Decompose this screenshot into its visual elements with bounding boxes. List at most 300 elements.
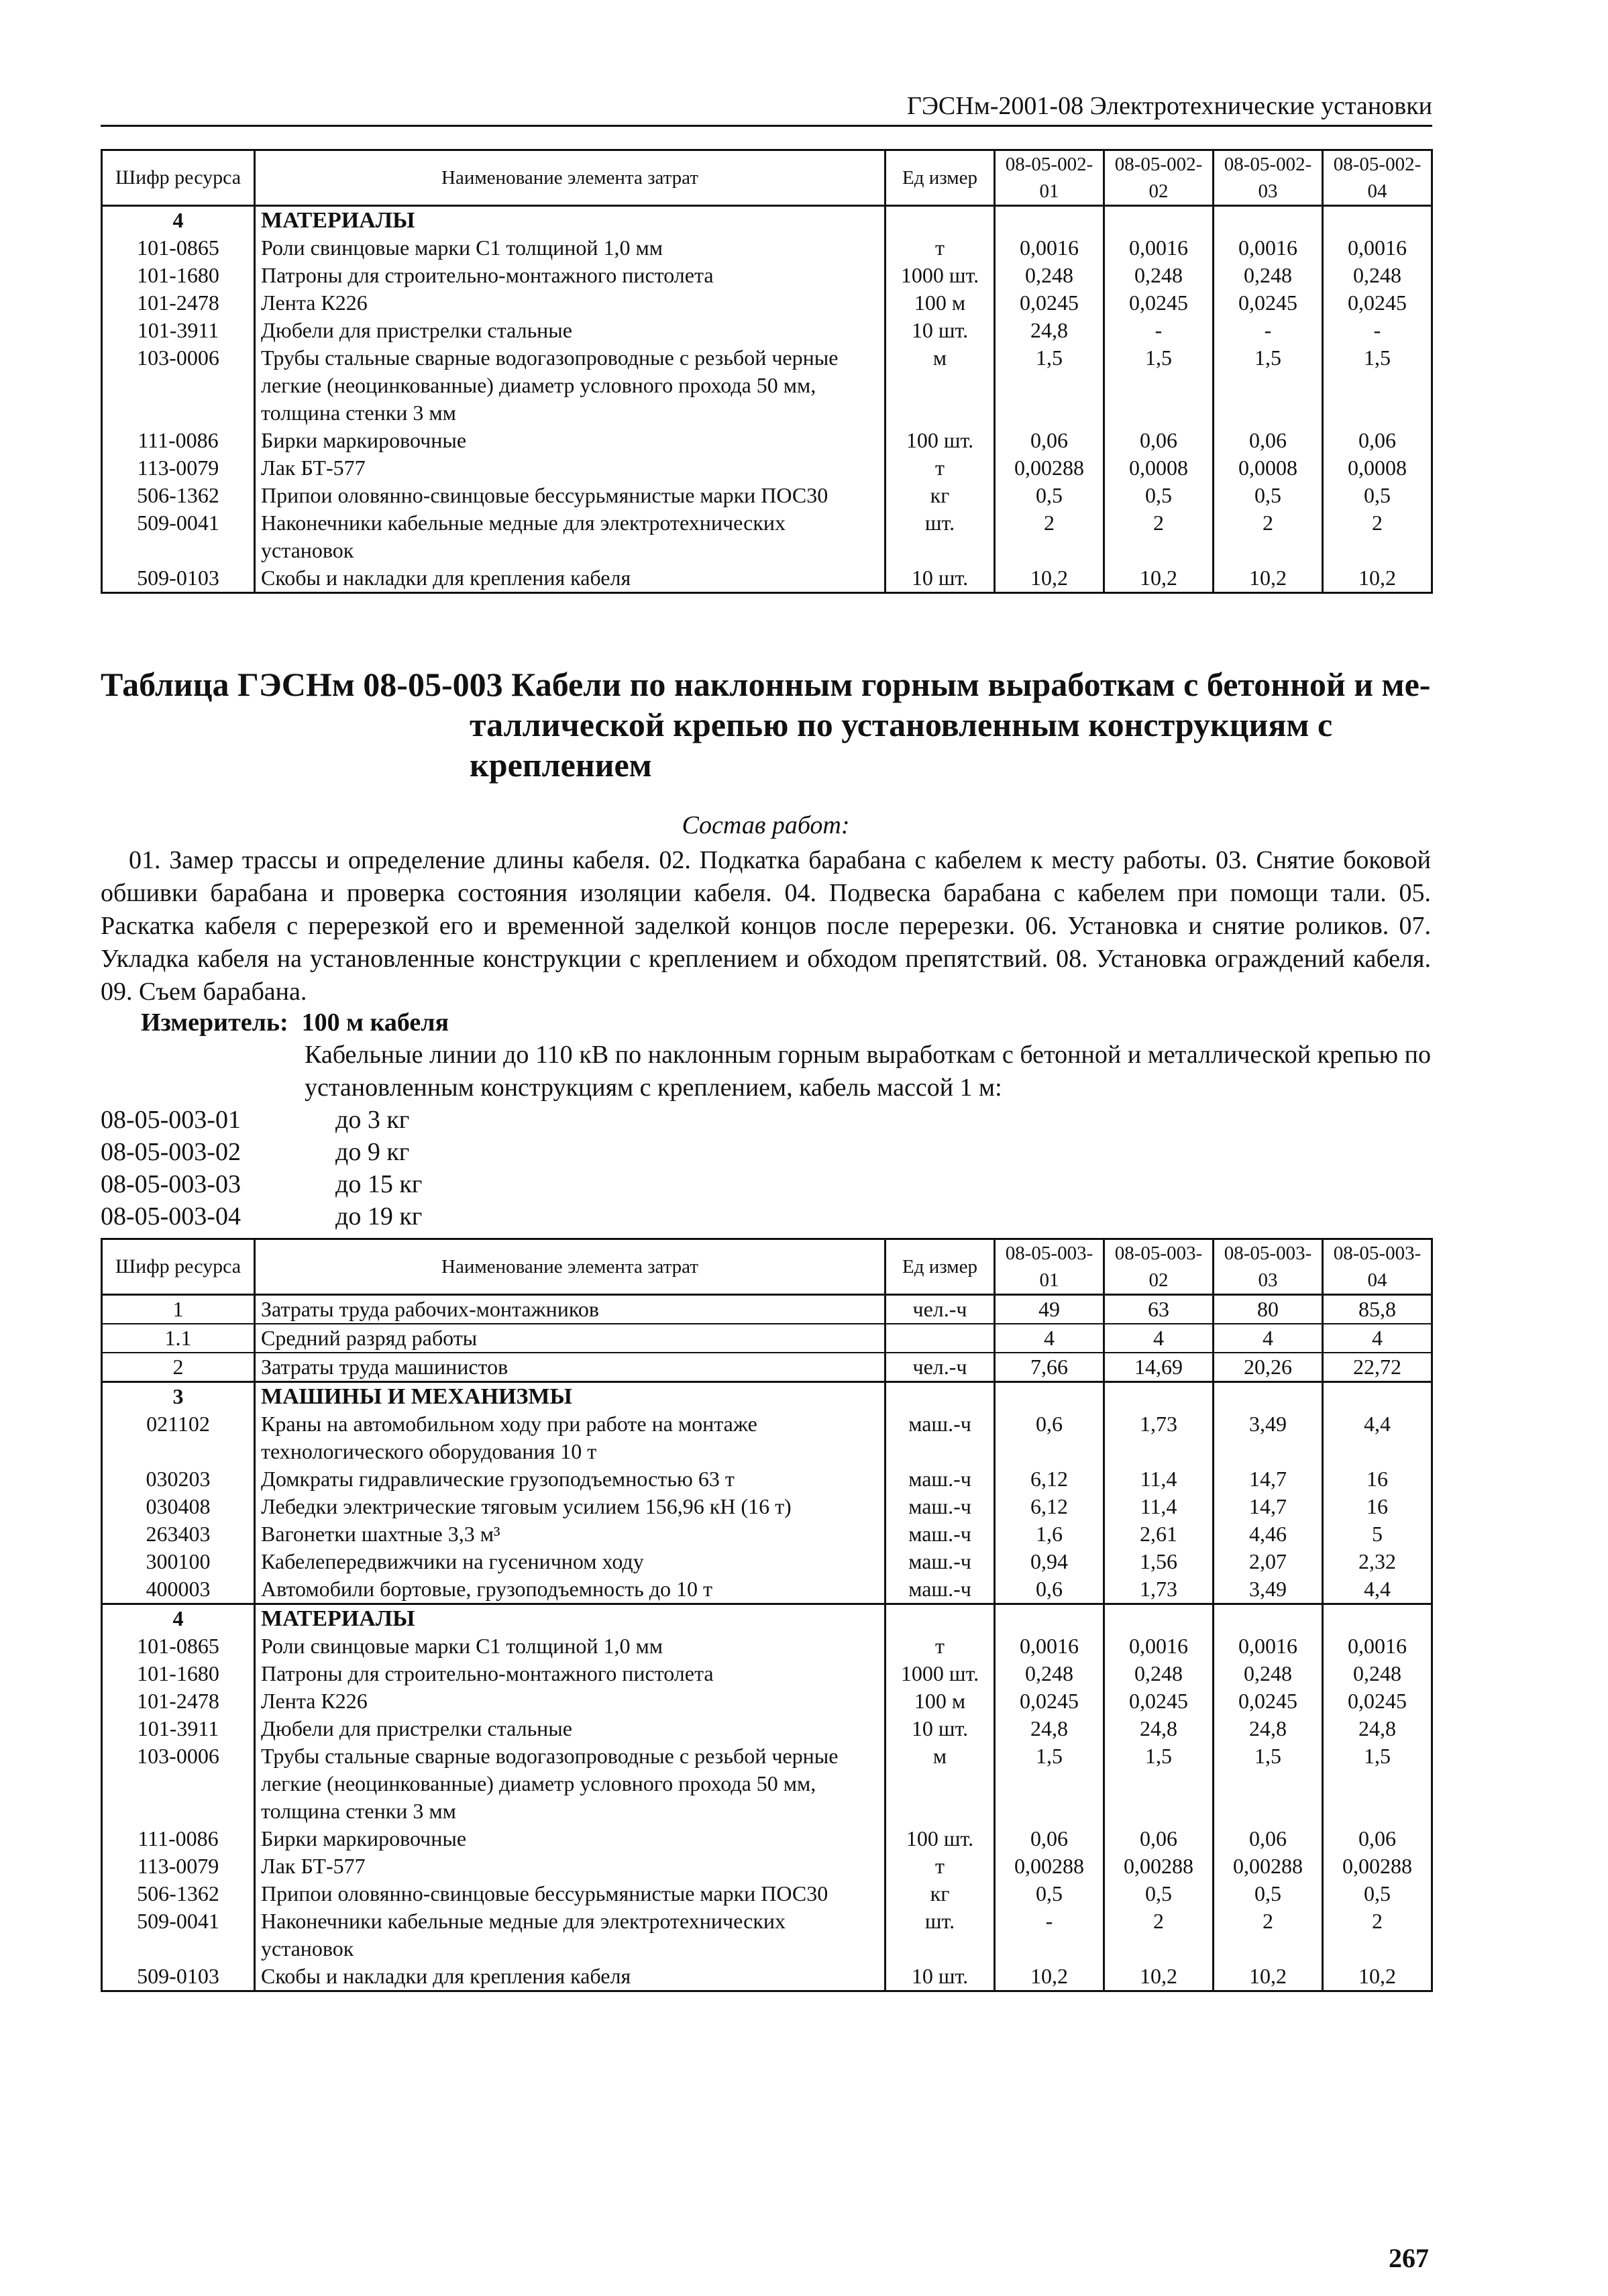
cell-unit: маш.-ч xyxy=(886,1410,995,1465)
cell-unit xyxy=(886,1604,995,1633)
cell-unit xyxy=(886,206,995,235)
cell-name: Домкраты гидравлические грузоподъемностью 63 т xyxy=(255,1465,886,1493)
cell-name: Лак БТ-577 xyxy=(255,1853,886,1880)
variant-desc: до 19 кг xyxy=(335,1202,423,1231)
cell-unit: шт. xyxy=(886,1908,995,1963)
cell-name: Трубы стальные сварные водогазопроводные с резьбой черные легкие (неоцинкованные) диаметр условного прохода 50 мм, толщина стенки 3 мм xyxy=(255,344,886,427)
cell-name: Патроны для строительно-монтажного пистолета xyxy=(255,1660,886,1687)
table-row xyxy=(102,1520,1432,1548)
table-row xyxy=(102,1575,1432,1604)
cell-unit: 10 шт. xyxy=(886,1963,995,1991)
cell-value: 0,5 xyxy=(1104,482,1214,509)
cell-name: Наконечники кабельные медные для электротехнических установок xyxy=(255,509,886,564)
cell-value: 0,0245 xyxy=(995,1687,1104,1715)
cell-value: 7,66 xyxy=(995,1353,1104,1382)
cell-code: 030408 xyxy=(102,1493,255,1520)
cell-value: 0,248 xyxy=(1104,1660,1214,1687)
work-composition-label: Состав работ: xyxy=(682,811,850,839)
cell-value: 0,00288 xyxy=(995,1853,1104,1880)
cell-unit: маш.-ч xyxy=(886,1575,995,1604)
table-row xyxy=(102,1632,1432,1660)
variant-code: 08-05-003-04 xyxy=(101,1202,241,1231)
table-row xyxy=(102,1660,1432,1687)
cell-value: 0,0008 xyxy=(1323,454,1432,482)
cell-value xyxy=(995,1604,1104,1633)
cell-name: Затраты труда машинистов xyxy=(255,1353,886,1382)
cell-value: 80 xyxy=(1214,1295,1323,1324)
column-header-variant-2: 08-05-002-02 xyxy=(1104,150,1214,206)
cell-value: 2 xyxy=(1323,509,1432,564)
cell-code: 030203 xyxy=(102,1465,255,1493)
cell-value: 0,0245 xyxy=(1214,289,1323,317)
cell-value: 24,8 xyxy=(1214,1715,1323,1742)
cell-unit: чел.-ч xyxy=(886,1295,995,1324)
column-header-variant-4: 08-05-003-04 xyxy=(1323,1239,1432,1295)
cell-name: Роли свинцовые марки С1 толщиной 1,0 мм xyxy=(255,234,886,262)
cell-name: Трубы стальные сварные водогазопроводные с резьбой черные легкие (неоцинкованные) диаметр условного прохода 50 мм, толщина стенки 3 мм xyxy=(255,1742,886,1825)
meter-label: Измеритель: xyxy=(141,1008,288,1037)
cell-value: 0,06 xyxy=(1104,1825,1214,1853)
cell-value: 1,5 xyxy=(1104,1742,1214,1825)
table-row xyxy=(102,1493,1432,1520)
cell-unit: 100 м xyxy=(886,1687,995,1715)
cell-value: 0,248 xyxy=(1323,1660,1432,1687)
table-row xyxy=(102,1880,1432,1908)
cell-value: 0,248 xyxy=(1214,262,1323,289)
cell-value: 0,0245 xyxy=(1214,1687,1323,1715)
cell-code: 021102 xyxy=(102,1410,255,1465)
cell-code: 300100 xyxy=(102,1548,255,1575)
cell-value: 0,00288 xyxy=(1323,1853,1432,1880)
cell-value: 0,0008 xyxy=(1214,454,1323,482)
cell-value: 1,5 xyxy=(1214,344,1323,427)
cell-code: 113-0079 xyxy=(102,1853,255,1880)
cell-value: 0,0016 xyxy=(1214,234,1323,262)
cell-value: 1,5 xyxy=(1104,344,1214,427)
cell-value xyxy=(1104,1604,1214,1633)
cell-value: 0,06 xyxy=(1214,427,1323,454)
cell-value: 1,5 xyxy=(995,1742,1104,1825)
cell-value: 1,5 xyxy=(1323,344,1432,427)
intro-text: Кабельные линии до 110 кВ по наклонным горным выработкам с бетонной и металлической крепью по установленным конструкциям с креплением, кабель массой 1 м: xyxy=(305,1041,1431,1102)
cell-value: 10,2 xyxy=(1214,1963,1323,1991)
cell-value: 2 xyxy=(1214,1908,1323,1963)
column-header-unit: Ед измер xyxy=(886,1239,995,1295)
meter-value: 100 м кабеля xyxy=(301,1008,449,1037)
cell-value: 0,00288 xyxy=(995,454,1104,482)
cell-unit: 1000 шт. xyxy=(886,262,995,289)
cell-value: 4,4 xyxy=(1323,1410,1432,1465)
cell-name: Припои оловянно-свинцовые бессурьмянистые марки ПОС30 xyxy=(255,482,886,509)
table-row xyxy=(102,1825,1432,1853)
cell-value: 0,5 xyxy=(1214,1880,1323,1908)
cell-unit: 100 шт. xyxy=(886,427,995,454)
table-row xyxy=(102,262,1432,289)
cell-name: Автомобили бортовые, грузоподъемность до 10 т xyxy=(255,1575,886,1604)
cell-name: Бирки маркировочные xyxy=(255,1825,886,1853)
cell-name: Бирки маркировочные xyxy=(255,427,886,454)
table-row xyxy=(102,1908,1432,1963)
section-row xyxy=(102,1604,1432,1633)
cell-value: 10,2 xyxy=(1323,564,1432,593)
table-body xyxy=(102,206,1432,593)
cell-value: 6,12 xyxy=(995,1493,1104,1520)
cell-value: 24,8 xyxy=(995,317,1104,344)
cell-value: 2,32 xyxy=(1323,1548,1432,1575)
table-row xyxy=(102,482,1432,509)
cell-code: 506-1362 xyxy=(102,1880,255,1908)
section-row xyxy=(102,206,1432,235)
cell-code: 4 xyxy=(102,1604,255,1633)
cell-value: 0,0245 xyxy=(1323,1687,1432,1715)
cell-value: 0,94 xyxy=(995,1548,1104,1575)
cell-code: 400003 xyxy=(102,1575,255,1604)
cell-code: 111-0086 xyxy=(102,1825,255,1853)
cell-name: Припои оловянно-свинцовые бессурьмянистые марки ПОС30 xyxy=(255,1880,886,1908)
cell-value: 2 xyxy=(1214,509,1323,564)
cell-value: 0,0016 xyxy=(1323,1632,1432,1660)
resource-table-002 xyxy=(101,149,1433,594)
cell-code: 111-0086 xyxy=(102,427,255,454)
cell-unit: т xyxy=(886,234,995,262)
cell-unit: т xyxy=(886,1853,995,1880)
cell-value xyxy=(1104,1382,1214,1411)
cell-value xyxy=(1323,1604,1432,1633)
variant-desc: до 15 кг xyxy=(335,1170,423,1198)
cell-name: Скобы и накладки для крепления кабеля xyxy=(255,564,886,593)
cell-value: 0,5 xyxy=(995,1880,1104,1908)
cell-code: 3 xyxy=(102,1382,255,1411)
table-title-line-2: таллической крепью по установленным конструкциям с xyxy=(470,706,1333,743)
cell-value: 11,4 xyxy=(1104,1465,1214,1493)
cell-name: МАТЕРИАЛЫ xyxy=(255,1604,886,1633)
cell-unit: 1000 шт. xyxy=(886,1660,995,1687)
cell-unit: 100 м xyxy=(886,289,995,317)
table-title-line-3: креплением xyxy=(470,746,652,784)
table-row xyxy=(102,1548,1432,1575)
table-row xyxy=(102,509,1432,564)
cell-name: Лента К226 xyxy=(255,1687,886,1715)
cell-value: 85,8 xyxy=(1323,1295,1432,1324)
cell-value: 0,248 xyxy=(995,1660,1104,1687)
cell-value: 4,4 xyxy=(1323,1575,1432,1604)
variant-item xyxy=(101,1104,537,1136)
cell-value: 0,5 xyxy=(1323,482,1432,509)
cell-name: Вагонетки шахтные 3,3 м³ xyxy=(255,1520,886,1548)
cell-value: - xyxy=(1214,317,1323,344)
cell-unit: 10 шт. xyxy=(886,317,995,344)
cell-unit: 100 шт. xyxy=(886,1825,995,1853)
running-header: ГЭСНм-2001-08 Электротехнические установки xyxy=(101,91,1432,127)
column-header-name: Наименование элемента затрат xyxy=(255,1239,886,1295)
page-number: 267 xyxy=(1389,2243,1429,2273)
cell-value: 14,7 xyxy=(1214,1465,1323,1493)
cell-value: 20,26 xyxy=(1214,1353,1323,1382)
variant-item xyxy=(101,1168,537,1200)
table-row xyxy=(102,1465,1432,1493)
table-row xyxy=(102,1853,1432,1880)
cell-value: 16 xyxy=(1323,1465,1432,1493)
cell-name: МАШИНЫ И МЕХАНИЗМЫ xyxy=(255,1382,886,1411)
cell-value: 14,7 xyxy=(1214,1493,1323,1520)
cell-value: 6,12 xyxy=(995,1465,1104,1493)
cell-name: Наконечники кабельные медные для электротехнических установок xyxy=(255,1908,886,1963)
cell-value: 5 xyxy=(1323,1520,1432,1548)
cell-unit: маш.-ч xyxy=(886,1493,995,1520)
cell-unit: т xyxy=(886,1632,995,1660)
table-row xyxy=(102,344,1432,427)
variant-item xyxy=(101,1200,537,1233)
cell-code: 509-0103 xyxy=(102,1963,255,1991)
cell-value: 0,0245 xyxy=(995,289,1104,317)
table-row xyxy=(102,1715,1432,1742)
cell-value: 4 xyxy=(1323,1324,1432,1353)
cell-value: 10,2 xyxy=(1104,1963,1214,1991)
cell-unit: маш.-ч xyxy=(886,1465,995,1493)
cell-value xyxy=(995,206,1104,235)
cell-value: 0,248 xyxy=(1323,262,1432,289)
cell-value: 0,0016 xyxy=(1323,234,1432,262)
cell-value: 0,0016 xyxy=(995,1632,1104,1660)
table-row xyxy=(102,1410,1432,1465)
cell-name: Средний разряд работы xyxy=(255,1324,886,1353)
table-row xyxy=(102,454,1432,482)
table-body xyxy=(102,1295,1432,1991)
cell-code: 1 xyxy=(102,1295,255,1324)
cell-value: 0,0008 xyxy=(1104,454,1214,482)
cell-value: 49 xyxy=(995,1295,1104,1324)
cell-value: - xyxy=(995,1908,1104,1963)
column-header-code: Шифр ресурса xyxy=(102,1239,255,1295)
resource-table-003 xyxy=(101,1238,1433,1992)
cell-value: 0,5 xyxy=(1104,1880,1214,1908)
table-row xyxy=(102,1324,1432,1353)
cell-unit: м xyxy=(886,1742,995,1825)
cell-value: 24,8 xyxy=(995,1715,1104,1742)
column-header-variant-1: 08-05-002-01 xyxy=(995,150,1104,206)
cell-code: 263403 xyxy=(102,1520,255,1548)
cell-value: 0,0245 xyxy=(1104,289,1214,317)
cell-unit xyxy=(886,1324,995,1353)
cell-value: 0,6 xyxy=(995,1410,1104,1465)
cell-value: 0,6 xyxy=(995,1575,1104,1604)
table-row xyxy=(102,1687,1432,1715)
cell-name: Дюбели для пристрелки стальные xyxy=(255,317,886,344)
cell-unit: м xyxy=(886,344,995,427)
table-header-row xyxy=(102,1239,1432,1295)
cell-value xyxy=(1214,1382,1323,1411)
cell-value: 1,5 xyxy=(1323,1742,1432,1825)
cell-code: 101-3911 xyxy=(102,317,255,344)
cell-code: 509-0041 xyxy=(102,1908,255,1963)
cell-value: 24,8 xyxy=(1104,1715,1214,1742)
cell-unit xyxy=(886,1382,995,1411)
cell-value: - xyxy=(1323,317,1432,344)
cell-unit: маш.-ч xyxy=(886,1548,995,1575)
section-row xyxy=(102,1382,1432,1411)
table-row xyxy=(102,1742,1432,1825)
cell-code: 101-3911 xyxy=(102,1715,255,1742)
cell-value: 2 xyxy=(1104,1908,1214,1963)
cell-value: 0,0016 xyxy=(1104,234,1214,262)
cell-unit: шт. xyxy=(886,509,995,564)
cell-name: Краны на автомобильном ходу при работе на монтаже технологического оборудования 10 т xyxy=(255,1410,886,1465)
table-row xyxy=(102,1295,1432,1324)
cell-name: Лебедки электрические тяговым усилием 156,96 кН (16 т) xyxy=(255,1493,886,1520)
cell-value: 0,06 xyxy=(1214,1825,1323,1853)
cell-value: 2 xyxy=(995,509,1104,564)
cell-unit: чел.-ч xyxy=(886,1353,995,1382)
column-header-variant-1: 08-05-003-01 xyxy=(995,1239,1104,1295)
cell-value xyxy=(1323,206,1432,235)
cell-value: 0,06 xyxy=(1323,1825,1432,1853)
meter xyxy=(141,1008,449,1037)
cell-value: 22,72 xyxy=(1323,1353,1432,1382)
cell-name: МАТЕРИАЛЫ xyxy=(255,206,886,235)
cell-code: 101-0865 xyxy=(102,1632,255,1660)
cell-code: 509-0041 xyxy=(102,509,255,564)
cell-value: 1,5 xyxy=(995,344,1104,427)
cell-value: 16 xyxy=(1323,1493,1432,1520)
cell-value: 4 xyxy=(1104,1324,1214,1353)
cell-value: 63 xyxy=(1104,1295,1214,1324)
cell-code: 101-0865 xyxy=(102,234,255,262)
cell-value: 0,5 xyxy=(1323,1880,1432,1908)
cell-value: 1,73 xyxy=(1104,1410,1214,1465)
cell-code: 113-0079 xyxy=(102,454,255,482)
column-header-variant-2: 08-05-003-02 xyxy=(1104,1239,1214,1295)
variant-code: 08-05-003-02 xyxy=(101,1138,241,1166)
table-row xyxy=(102,564,1432,593)
cell-value: 2 xyxy=(1104,509,1214,564)
cell-value xyxy=(995,1382,1104,1411)
cell-value: 10,2 xyxy=(1323,1963,1432,1991)
cell-unit: т xyxy=(886,454,995,482)
cell-name: Затраты труда рабочих-монтажников xyxy=(255,1295,886,1324)
cell-name: Дюбели для пристрелки стальные xyxy=(255,1715,886,1742)
cell-code: 509-0103 xyxy=(102,564,255,593)
cell-value: 2,07 xyxy=(1214,1548,1323,1575)
cell-value xyxy=(1323,1382,1432,1411)
column-header-variant-4: 08-05-002-04 xyxy=(1323,150,1432,206)
cell-value: 0,248 xyxy=(1214,1660,1323,1687)
cell-value: 0,248 xyxy=(1104,262,1214,289)
variant-code: 08-05-003-03 xyxy=(101,1170,241,1198)
table-row xyxy=(102,289,1432,317)
column-header-variant-3: 08-05-002-03 xyxy=(1214,150,1323,206)
cell-name: Кабелепередвижчики на гусеничном ходу xyxy=(255,1548,886,1575)
cell-value: 1,73 xyxy=(1104,1575,1214,1604)
cell-value: 1,6 xyxy=(995,1520,1104,1548)
cell-name: Роли свинцовые марки С1 толщиной 1,0 мм xyxy=(255,1632,886,1660)
cell-value: 4,46 xyxy=(1214,1520,1323,1548)
cell-code: 101-1680 xyxy=(102,1660,255,1687)
cell-unit: кг xyxy=(886,482,995,509)
cell-code: 103-0006 xyxy=(102,1742,255,1825)
cell-name: Лента К226 xyxy=(255,289,886,317)
table-row xyxy=(102,317,1432,344)
cell-code: 506-1362 xyxy=(102,482,255,509)
column-header-code: Шифр ресурса xyxy=(102,150,255,206)
cell-value: 10,2 xyxy=(1214,564,1323,593)
cell-value: 2,61 xyxy=(1104,1520,1214,1548)
cell-value: 3,49 xyxy=(1214,1575,1323,1604)
cell-value: 4 xyxy=(995,1324,1104,1353)
cell-value: - xyxy=(1104,317,1214,344)
cell-value: 11,4 xyxy=(1104,1493,1214,1520)
cell-value: 0,248 xyxy=(995,262,1104,289)
cell-code: 1.1 xyxy=(102,1324,255,1353)
cell-code: 101-2478 xyxy=(102,289,255,317)
column-header-variant-3: 08-05-003-03 xyxy=(1214,1239,1323,1295)
variant-desc: до 3 кг xyxy=(335,1106,410,1134)
cell-value: 14,69 xyxy=(1104,1353,1214,1382)
cell-code: 103-0006 xyxy=(102,344,255,427)
cell-value: 0,0016 xyxy=(1104,1632,1214,1660)
cell-value xyxy=(1214,206,1323,235)
cell-value: 0,0245 xyxy=(1104,1687,1214,1715)
column-header-name: Наименование элемента затрат xyxy=(255,150,886,206)
cell-value: 0,00288 xyxy=(1104,1853,1214,1880)
work-composition-text: 01. Замер трассы и определение длины кабеля. 02. Подкатка барабана с кабелем к месту работы. 03. Снятие боковой обшивки барабана и проверка состояния изоляции кабеля. 04. Подвеска барабана с кабелем при помощи тали. 05. Раскатка кабеля с перерезкой его и временной заделкой концов после перерезки. 06. Установка и снятие роликов. 07. Укладка кабеля на установленные конструкции с креплением и обходом препятствий. 08. Установка ограждений кабеля. 09. Съем барабана. xyxy=(101,846,1431,1006)
cell-value: 0,06 xyxy=(995,1825,1104,1853)
cell-unit: 10 шт. xyxy=(886,564,995,593)
cell-value: 3,49 xyxy=(1214,1410,1323,1465)
cell-value: 0,5 xyxy=(995,482,1104,509)
table-row xyxy=(102,427,1432,454)
table-row xyxy=(102,1353,1432,1382)
cell-value xyxy=(1214,1604,1323,1633)
table-title-line-1: Таблица ГЭСНм 08-05-003 Кабели по наклонным горным выработкам с бетонной и ме- xyxy=(101,666,1431,703)
cell-value: 0,06 xyxy=(995,427,1104,454)
table-row xyxy=(102,234,1432,262)
cell-code: 2 xyxy=(102,1353,255,1382)
variant-list xyxy=(101,1104,537,1233)
cell-unit: кг xyxy=(886,1880,995,1908)
variant-code: 08-05-003-01 xyxy=(101,1106,241,1134)
table-title xyxy=(101,664,1431,785)
variant-item xyxy=(101,1136,537,1168)
cell-value: 0,0016 xyxy=(1214,1632,1323,1660)
cell-value: 10,2 xyxy=(995,1963,1104,1991)
cell-code: 4 xyxy=(102,206,255,235)
cell-name: Скобы и накладки для крепления кабеля xyxy=(255,1963,886,1991)
cell-name: Патроны для строительно-монтажного пистолета xyxy=(255,262,886,289)
cell-value: 0,00288 xyxy=(1214,1853,1323,1880)
cell-value: 0,0245 xyxy=(1323,289,1432,317)
table-header-row xyxy=(102,150,1432,206)
cell-value: 1,56 xyxy=(1104,1548,1214,1575)
cell-value: 1,5 xyxy=(1214,1742,1323,1825)
table-row xyxy=(102,1963,1432,1991)
cell-unit: 10 шт. xyxy=(886,1715,995,1742)
cell-value: 10,2 xyxy=(995,564,1104,593)
cell-unit: маш.-ч xyxy=(886,1520,995,1548)
cell-value: 4 xyxy=(1214,1324,1323,1353)
cell-value: 24,8 xyxy=(1323,1715,1432,1742)
cell-value: 0,5 xyxy=(1214,482,1323,509)
cell-value: 0,0016 xyxy=(995,234,1104,262)
cell-code: 101-2478 xyxy=(102,1687,255,1715)
cell-value: 2 xyxy=(1323,1908,1432,1963)
column-header-unit: Ед измер xyxy=(886,150,995,206)
cell-name: Лак БТ-577 xyxy=(255,454,886,482)
cell-code: 101-1680 xyxy=(102,262,255,289)
cell-value: 10,2 xyxy=(1104,564,1214,593)
cell-value xyxy=(1104,206,1214,235)
cell-value: 0,06 xyxy=(1104,427,1214,454)
variant-desc: до 9 кг xyxy=(335,1138,410,1166)
